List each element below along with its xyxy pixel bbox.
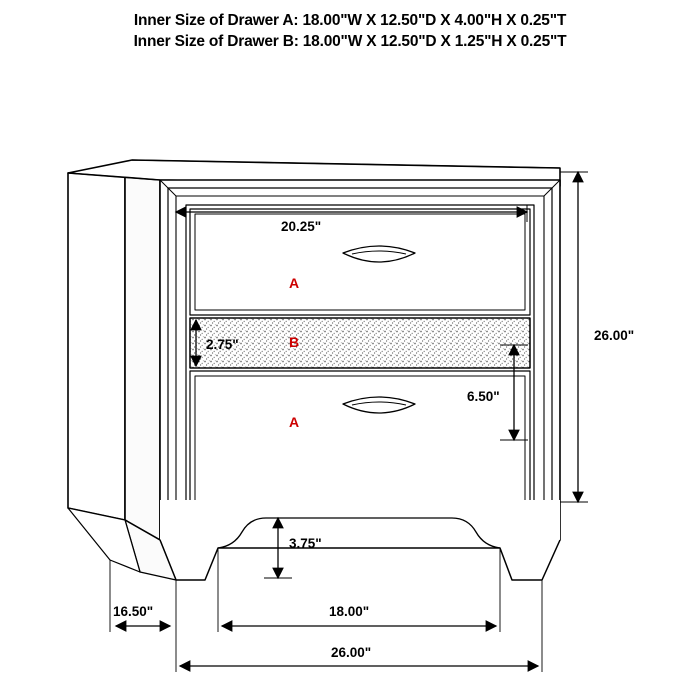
label-drawer-a-top: A [289,275,300,291]
dim-lower-drawer-height: 6.50" [467,389,500,404]
dim-leg-height: 3.75" [289,536,322,551]
dim-drawer-b-height: 2.75" [206,337,239,352]
header-line-1: Inner Size of Drawer A: 18.00"W X 12.50"D X 4.00"H X 0.25"T [133,12,567,29]
dim-base-width: 18.00" [329,604,370,619]
dim-top-width: 20.25" [281,219,322,234]
header-line-2: Inner Size of Drawer B: 18.00"W X 12.50"D X 1.25"H X 0.25"T [133,33,567,50]
dim-overall-height: 26.00" [594,328,635,343]
label-drawer-b: B [289,334,300,350]
dim-side-depth: 16.50" [113,604,154,619]
label-drawer-a-bottom: A [289,414,300,430]
dim-overall-width: 26.00" [331,645,372,660]
